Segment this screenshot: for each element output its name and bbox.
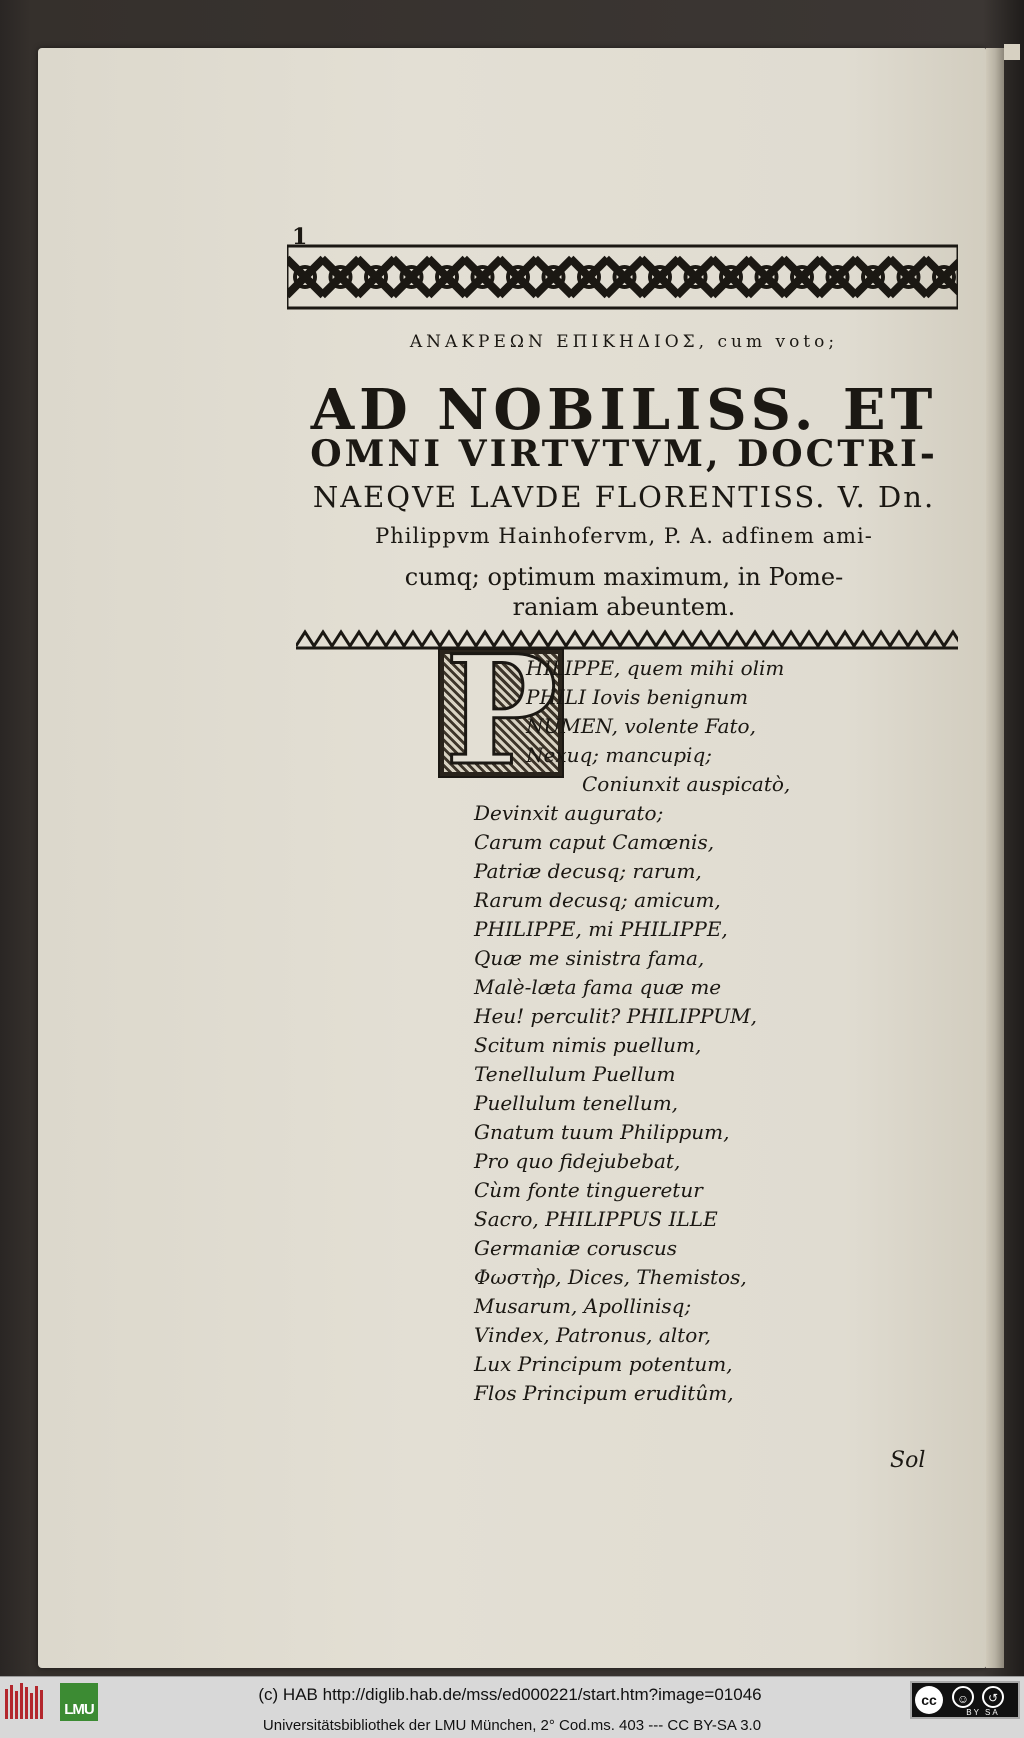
title-line-5a: cumq; optimum maximum, in Pome-: [404, 563, 844, 591]
verse-line: Puellulum tenellum,: [474, 1091, 679, 1115]
by-icon: ☺: [952, 1686, 974, 1708]
cc-label: BY SA: [966, 1708, 1000, 1717]
title-line-5b: raniam abeuntem.: [512, 593, 736, 621]
verse-line: Φωστὴρ, Dices, Themistos,: [474, 1265, 747, 1289]
verse-line: Germaniæ coruscus: [474, 1236, 677, 1260]
cc-license-badge[interactable]: [910, 1681, 1020, 1719]
verse-line: Heu! perculit? PHILIPPUM,: [474, 1004, 757, 1028]
initial-letter: P: [444, 623, 558, 799]
library-logo-icon: [4, 1681, 48, 1721]
verse-line: Cùm fonte tingueretur: [474, 1178, 703, 1202]
title-line-1: AD NOBILISS. ET: [310, 377, 938, 443]
title-line-3: NAEQVE LAVDE FLORENTISS. V. Dn.: [312, 480, 936, 514]
credit-line: Universitätsbibliothek der LMU München, 2° Cod.ms. 403 --- CC BY-SA 3.0: [262, 1717, 762, 1734]
page-tab: [1004, 44, 1020, 60]
verse-line: Musarum, Apollinisq;: [474, 1294, 692, 1318]
verse-line: Gnatum tuum Philippum,: [474, 1120, 730, 1144]
verse-line: Sacro, PHILIPPUS ILLE: [474, 1207, 718, 1231]
cc-icon: cc: [915, 1686, 943, 1714]
ornament-band: [287, 242, 958, 312]
verse-line: PHILIPPE, mi PHILIPPE,: [474, 917, 728, 941]
verse-line: Quæ me sinistra fama,: [474, 946, 705, 970]
verse-line: Rarum decusq; amicum,: [474, 888, 721, 912]
greek-heading: ΑΝΑΚΡΕΩΝ ΕΠΙΚΗΔΙΟΣ, cum voto;: [409, 332, 839, 352]
page-edge: [986, 48, 1004, 1668]
footer-bar: [0, 1676, 1024, 1738]
verse-line: Nexuq; mancupiq;: [526, 743, 712, 767]
verse-line: HILIPPE, quem mihi olim: [526, 656, 785, 680]
sa-icon: ↺: [982, 1686, 1004, 1708]
catchword: Sol: [890, 1448, 926, 1473]
copyright-link[interactable]: (c) HAB http://diglib.hab.de/mss/ed000221/start.htm?image=01046: [258, 1685, 762, 1704]
verse-line: Devinxit augurato;: [474, 801, 664, 825]
verse-line: Lux Principum potentum,: [474, 1352, 733, 1376]
verse-line: Scitum nimis puellum,: [474, 1033, 702, 1057]
verse-line: Pro quo fidejubebat,: [474, 1149, 681, 1173]
verse-block: [474, 654, 791, 1408]
verse-line: Tenellulum Puellum: [474, 1062, 676, 1086]
ornament-divider: [296, 628, 958, 650]
verse-line: Coniunxit auspicatò,: [582, 772, 791, 796]
verse-line: NUMEN, volente Fato,: [526, 714, 756, 738]
verse-line: Carum caput Camœnis,: [474, 830, 715, 854]
verse-line: Patriæ decusq; rarum,: [474, 859, 702, 883]
title-line-4: Philippvm Hainhofervm, P. A. adfinem ami-: [375, 524, 873, 548]
verse-line: PHILI Iovis benignum: [526, 685, 749, 709]
verse-line: Flos Principum eruditûm,: [474, 1381, 734, 1405]
verse-line: Vindex, Patronus, altor,: [474, 1323, 711, 1347]
page-number: 1: [292, 224, 308, 250]
title-line-5: [290, 562, 958, 622]
lmu-logo: LMU: [60, 1683, 98, 1721]
verse-line: Malè-læta fama quæ me: [474, 975, 722, 999]
title-line-2: OMNI VIRTVTVM, DOCTRI-: [310, 433, 938, 475]
